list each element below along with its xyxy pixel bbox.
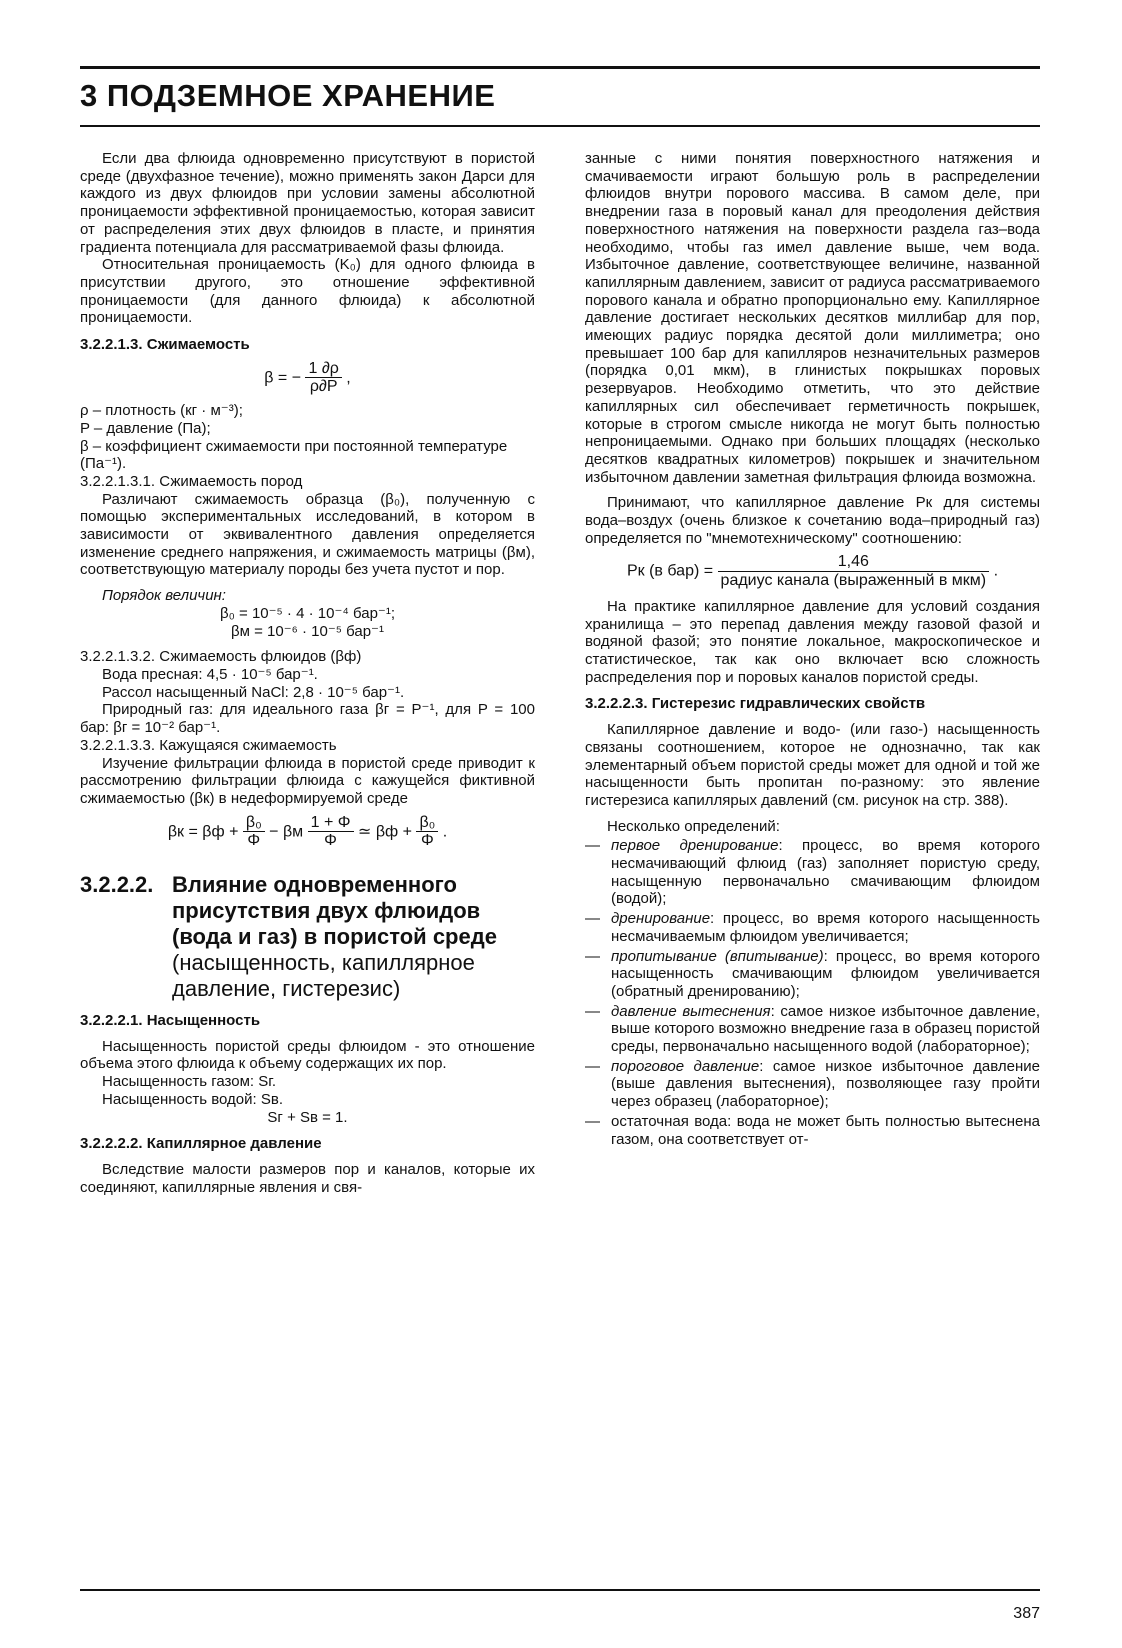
right-column [585, 150, 1040, 1148]
paragraph: На практике капиллярное давление для условий создания хранилища – это перепад давления между газовой фазой и водяной фазой; это понятие локальное, макроскопическое и статистическое, так как оно включает всю сложность распределения пор и поровых каналов пористой среды. [585, 597, 1040, 686]
subsection-heading: 3.2.2.2.3. Гистерезис гидравлических свойств [585, 695, 926, 713]
paragraph: Различают сжимаемость образца (β₀), полученную с помощью экспериментальных исследований, в котором в зависимости от эквивалентного давления определяется изменение среднего напряжения, и сжимаемость матрицы (βм), соответствующую материалу породы без учета пустот и пор. [80, 490, 535, 579]
fluid-value: Вода пресная: 4,5 · 10⁻⁵ бар⁻¹. [102, 665, 318, 683]
definition-item: — пропитывание (впитывание): процесс, во время которого насыщенность смачивающим флюидом увеличивается (обратный дренированию); [585, 947, 1041, 1000]
definition-item: — давление вытеснения: самое низкое избыточное давление, выше которого возможно внедрение газа в образец пористой среды, первоначально насыщенного водой (лабораторное); [585, 1002, 1040, 1056]
footer-rule [80, 1589, 1040, 1591]
paragraph: Принимают, что капиллярное давление Pк для системы вода–воздух (очень близкое к сочетанию вода–природный газ) определяется по "мнемотехническому" соотношению: [585, 494, 1040, 547]
definition-item: — пороговое давление: самое низкое избыточное давление (выше давления вытеснения), позволяющее газу пройти через образец (лабораторное); [585, 1057, 1040, 1111]
definition-item: — первое дренирование: процесс, во время которого несмачивающий флюид (газ) заполняет пористую среду, насыщенную первоначально смачивающим флюидом (водой); [585, 837, 1040, 908]
fluid-value: Природный газ: для идеального газа βг = P⁻¹, для P = 100 бар: βг = 10⁻² бар⁻¹. [80, 701, 535, 737]
subsection-heading: 3.2.2.2.2. Капиллярное давление [80, 1135, 322, 1153]
header-rule-bottom [80, 125, 1040, 127]
left-column [80, 150, 535, 1196]
saturation-sum: Sг + Sв = 1. [267, 1108, 348, 1126]
variable-def: ρ – плотность (кг · м⁻³); [80, 402, 243, 420]
variable-list [80, 402, 535, 473]
section-heading: 3.2.2.2. Влияние одновременного присутствия двух флюидов (вода и газ) в пористой среде (насыщенность, капиллярное давление, гистерезис) [80, 872, 497, 1002]
definition-item: — остаточная вода: вода не может быть полностью вытеснена газом, она соответствует от- [585, 1112, 1040, 1148]
subsection-heading: 3.2.2.1.3.3. Кажущаяся сжимаемость [80, 736, 337, 754]
paragraph: Несколько определений: [607, 817, 780, 835]
order-label: Порядок величин: [102, 587, 226, 605]
paragraph: Изучение фильтрации флюида в пористой среде приводит к рассмотрению фильтрации флюида с кажущейся фиктивной сжимаемостью (βк) в недеформируемой среде [80, 754, 535, 807]
variable-def: β – коэффициент сжимаемости при постоянной температуре (Па⁻¹). [80, 437, 508, 473]
header-rule-top [80, 66, 1040, 69]
paragraph: Вследствие малости размеров пор и каналов, которые их соединяют, капиллярные явления и свя- [80, 1160, 535, 1196]
subsection-heading: 3.2.2.1.3. Сжимаемость [80, 336, 250, 354]
formula-capillary: Pк (в бар) = $\frac{1,46}{\text{радиус канала (выраженный в мкм)}}$ . [626, 553, 999, 590]
paragraph: Капиллярное давление и водо- (или газо-) насыщенность связаны соотношением, которое не однозначно, так как элементарный объем пористой среды может для одной и той же насыщенности быть пропитан по-разному: это явление гистерезиса капиллярых давлений (см. рисунок на стр. 388). [585, 721, 1040, 809]
chapter-title: 3 ПОДЗЕМНОЕ ХРАНЕНИЕ [80, 78, 496, 113]
variable-def: P – давление (Па); [80, 419, 211, 437]
paragraph: Насыщенность пористой среды флюидом - это отношение объема этого флюида к объему содержащих их пор. [80, 1037, 535, 1073]
subsection-heading: 3.2.2.2.1. Насыщенность [80, 1012, 261, 1030]
fluid-value: Рассол насыщенный NaCl: 2,8 · 10⁻⁵ бар⁻¹. [102, 683, 405, 701]
subsection-heading: 3.2.2.1.3.1. Сжимаемость пород [80, 472, 303, 490]
formula-apparent: βк = βф + $\frac{\text{β₀}}{\Phi}$ − βм $\frac{1 + \Phi}{\Phi}$ ≃ βф + $\frac{\text{β₀}}{\Phi}$ . [167, 813, 448, 850]
paragraph: занные с ними понятия поверхностного натяжения и смачиваемости играют большую роль в распределении флюидов внутри порового массива. В самом деле, при внедрении газа в поровый канал для преодоления действия поверхностного натяжения на поверхности раздела газ–вода необходимо, чтобы газ имел давление выше, чем вода. Избыточное давление, соответствующее величине, названной капиллярным давлением, зависит от радиуса рассматриваемого порового канала и обратно пропорционально ему. Капиллярное давление достигает нескольких десятков миллибар для пор, имеющих радиус порядка десятой доли миллиметра; оно превышает 100 бар для капилляров незначительных размеров (порядка 0,01 мкм), в глинистых покрышках поровых резервуаров. Необходимо отметить, что это действие капиллярных сил обеспечивает герметичность покрышек, которые в строгом смысле никогда не могут быть полностью непроницаемыми. Однако при больших площадях (несколько десятков квадратных километров) покрышек и значительном избыточном давлении заметная фильтрация флюида возможна. [585, 150, 1040, 486]
order-value: βм = 10⁻⁶ · 10⁻⁵ бар⁻¹ [231, 622, 384, 640]
subsection-heading: 3.2.2.1.3.2. Сжимаемость флюидов (βф) [80, 648, 362, 666]
paragraph: Если два флюида одновременно присутствуют в пористой среде (двухфазное течение), можно применять закон Дарси для каждого из двух флюидов при условии замены абсолютной проницаемости эффективной проницаемостью, которая зависит от распределения этих двух флюидов в пласте, и принятия градиента потенциала для рассматриваемой фазы флюида. [80, 150, 535, 256]
saturation-gas: Насыщенность газом: Sг. [102, 1073, 277, 1091]
formula-beta: β = − $\frac{1 \partial\rho}{\rho\partial P}$ , [264, 359, 351, 396]
saturation-water: Насыщенность водой: Sв. [102, 1090, 283, 1108]
paragraph: Относительная проницаемость (K₀) для одного флюида в присутствии другого, это отношение эффективной проницаемости (для данного флюида) к абсолютной проницаемости. [80, 256, 535, 327]
page-number: 387 [1013, 1605, 1040, 1622]
definition-item: — дренирование: процесс, во время которого насыщенность несмачиваемым флюидом увеличивается; [585, 910, 1040, 945]
order-value: β₀ = 10⁻⁵ · 4 · 10⁻⁴ бар⁻¹; [220, 604, 395, 622]
